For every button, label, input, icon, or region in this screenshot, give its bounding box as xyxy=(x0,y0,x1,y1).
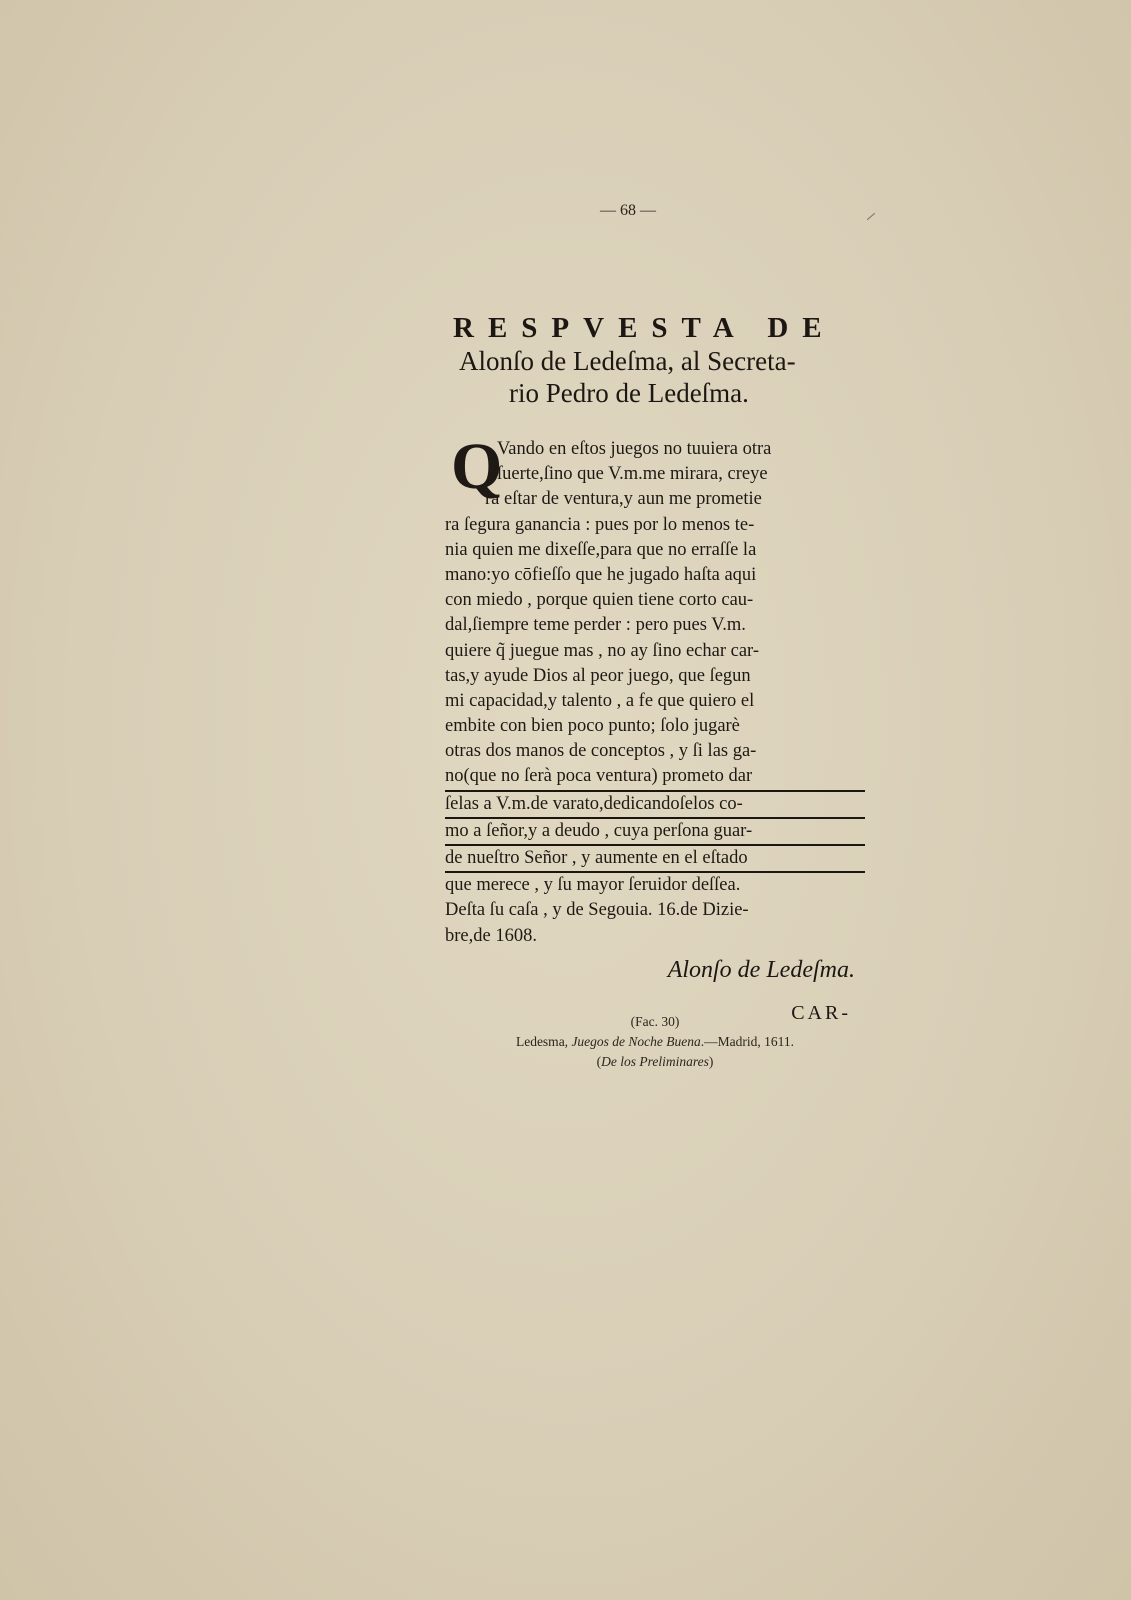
caption-section-title: De los Preliminares xyxy=(601,1054,709,1069)
body-line: dal,ſiempre teme perder : pero pues V.m. xyxy=(445,615,746,636)
body-line: ra ſegura ganancia : pues por lo menos te- xyxy=(445,514,755,535)
body-line: con miedo , porque quien tiene corto cau- xyxy=(445,590,754,611)
body-line: embite con bien poco punto; ſolo jugarè xyxy=(445,716,740,737)
body-line: mi capacidad,y talento , a fe que quiero el xyxy=(445,690,755,711)
page-number: — 68 — xyxy=(600,202,656,219)
caption-author: Ledesma, xyxy=(515,1034,572,1049)
body-line: que merece , y ſu mayor ſeruidor deſſea. xyxy=(445,875,741,896)
body-line: bre,de 1608. xyxy=(445,925,537,946)
body-line: Deſta ſu caſa , y de Segouia. 16.de Dizie- xyxy=(445,900,749,921)
body-line: Vando en eſtos juegos no tuuiera otra xyxy=(497,439,772,459)
body-line: ſuerte,ſino que V.m.me mirara, creye xyxy=(497,464,768,485)
body-line: nia quien me dixeſſe,para que no erraſſe la xyxy=(445,539,757,560)
plate-title-line-2: rio Pedro de Ledeſma. xyxy=(509,378,749,408)
facsimile-plate xyxy=(445,300,865,1025)
body-line: tas,y ayude Dios al peor juego, que ſegun xyxy=(445,665,751,686)
body-line-underlined: ſelas a V.m.de varato,dedicandoſelos co- xyxy=(445,792,865,819)
body-line-underlined: no(que no ſerà poca ventura) prometo dar xyxy=(445,764,865,791)
figure-caption xyxy=(445,1012,865,1072)
caption-work-title: Juegos de Noche Buena xyxy=(571,1034,701,1049)
body-line: otras dos manos de conceptos , y ſi las ga- xyxy=(445,741,757,762)
body-line-underlined: de nueſtro Señor , y aumente en el eſtado xyxy=(445,846,865,873)
caption-imprint: .—Madrid, 1611. xyxy=(700,1034,795,1049)
caption-paren-open: ( xyxy=(596,1054,602,1069)
body-line: mano:yo cōfieſſo que he jugado haſta aqui xyxy=(445,564,757,585)
margin-mark xyxy=(867,213,875,220)
catchword: CAR- xyxy=(791,1001,851,1024)
signature: Alonſo de Ledeſma. xyxy=(667,956,855,983)
body-line-underlined: mo a ſeñor,y a deudo , cuya perſona guar- xyxy=(445,819,865,846)
plate-heading: RESPVESTA DE xyxy=(453,312,836,344)
body-line: ra eſtar de ventura,y aun me prometie xyxy=(485,489,762,510)
caption-source xyxy=(445,1032,865,1052)
caption-plate-number: (Fac. 30) xyxy=(630,1014,680,1029)
caption-section xyxy=(445,1052,865,1072)
drop-cap: Q xyxy=(451,430,503,503)
caption-paren-close: ) xyxy=(708,1054,714,1069)
plate-title-line-1: Alonſo de Ledeſma, al Secreta- xyxy=(459,346,796,376)
letter-body xyxy=(445,430,865,949)
body-line: quiere q̃ juegue mas , no ay ſino echar car- xyxy=(445,640,759,661)
